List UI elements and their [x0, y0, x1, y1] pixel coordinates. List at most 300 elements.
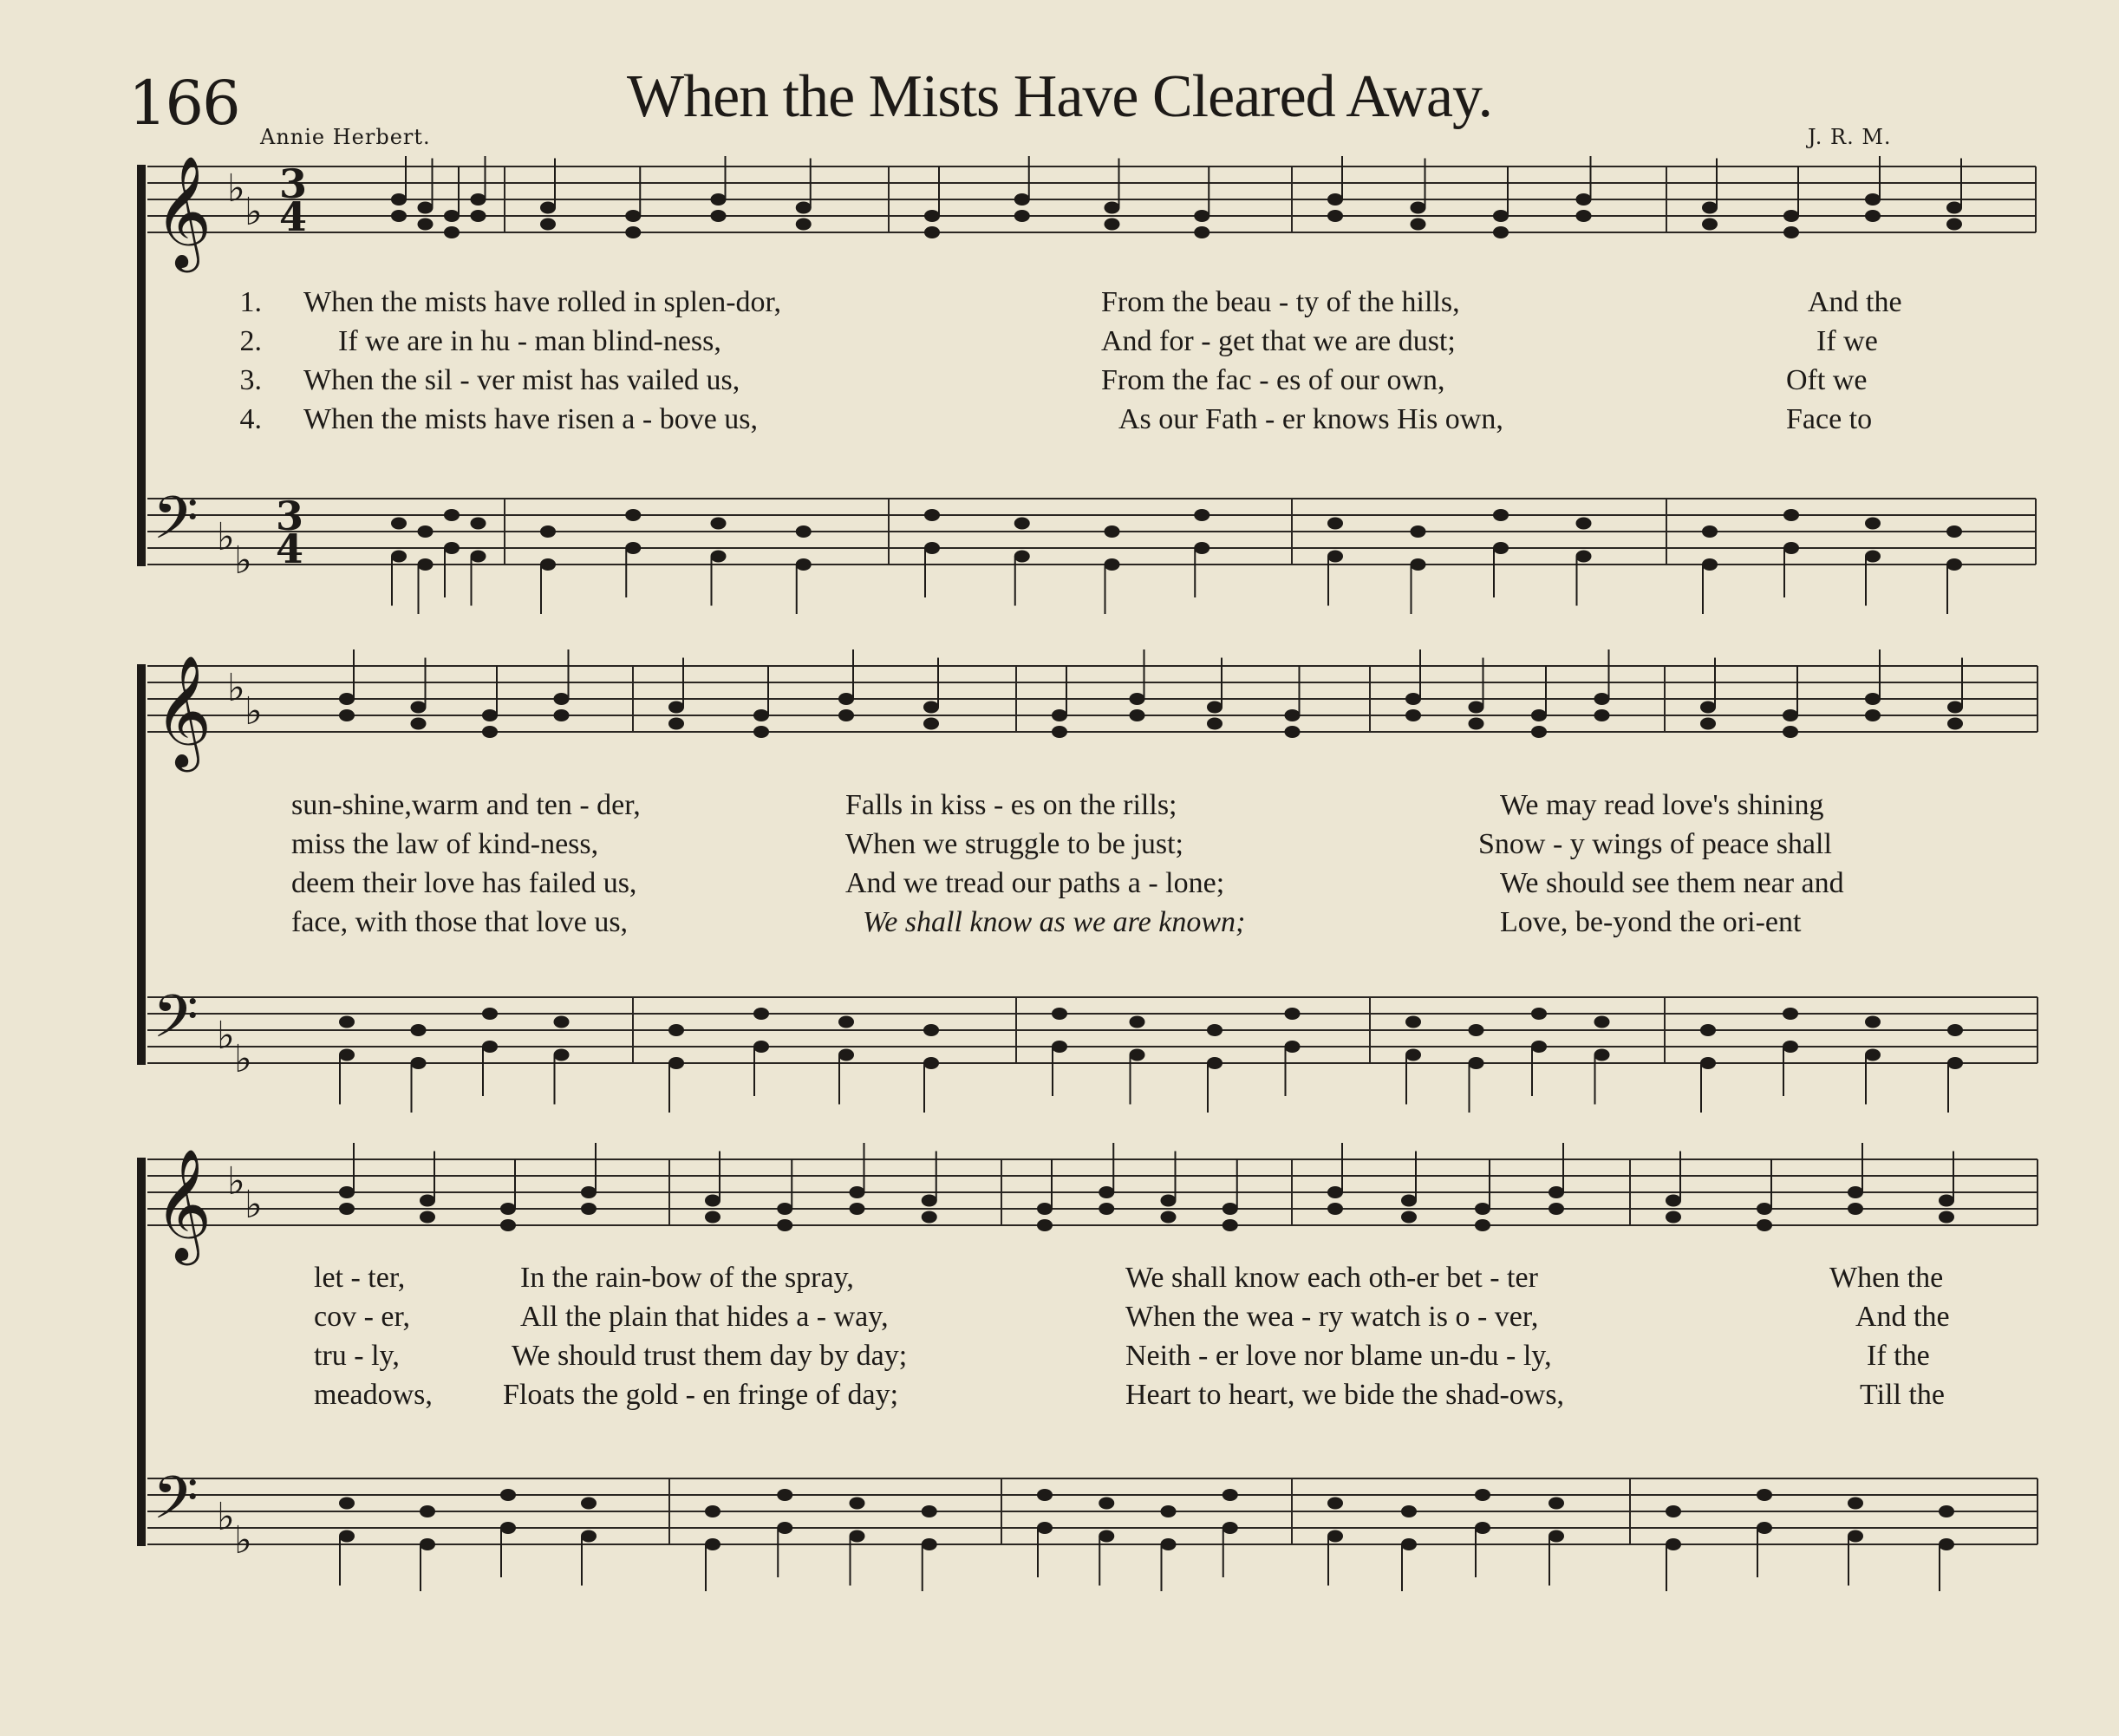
lyric-segment: Heart to heart, we bide the shad-ows, [1125, 1379, 1565, 1411]
bass-notehead [1327, 551, 1343, 563]
treble-notehead [796, 202, 812, 214]
bass-notehead [1865, 518, 1881, 530]
lyric-segment: And we tread our paths a - lone; [845, 867, 1225, 899]
verse-number: 1. [239, 286, 262, 318]
bass-notehead [838, 1049, 854, 1061]
flat-icon: ♭ [217, 1014, 235, 1058]
treble-notehead [711, 193, 727, 206]
lyric-segment: As our Fath - er knows His own, [1118, 403, 1503, 435]
bass-notehead [1757, 1489, 1772, 1501]
bass-notehead [1947, 1024, 1963, 1036]
flat-icon: ♭ [234, 1518, 252, 1563]
bass-notehead [1207, 1057, 1222, 1069]
bass-notehead [1037, 1522, 1053, 1534]
bass-notehead [339, 1498, 355, 1510]
bass-notehead [1548, 1498, 1564, 1510]
composer-credit: J. R. M. [1808, 125, 1892, 149]
treble-notehead [796, 219, 812, 231]
lyric-segment: We shall know as we are known; [863, 906, 1246, 938]
treble-notehead [1161, 1195, 1177, 1207]
treble-notehead [444, 210, 460, 222]
treble-notehead [1702, 202, 1718, 214]
bass-notehead [411, 1057, 427, 1069]
treble-notehead [420, 1195, 435, 1207]
bass-notehead [1700, 1024, 1716, 1036]
bass-notehead [924, 509, 940, 521]
bass-notehead [625, 542, 641, 554]
treble-notehead [668, 702, 684, 714]
treble-notehead [1702, 219, 1718, 231]
bass-notehead [1130, 1049, 1145, 1061]
lyric-segment: We shall know each oth-er bet - ter [1125, 1262, 1538, 1294]
lyric-segment: Love, be-yond the ori-ent [1500, 906, 1802, 938]
bass-notehead [1531, 1008, 1547, 1020]
author-credit: Annie Herbert. [260, 125, 431, 149]
treble-notehead [1783, 210, 1799, 222]
treble-notehead [924, 226, 940, 238]
treble-clef-icon: 𝄞 [154, 655, 212, 767]
lyric-segment: From the beau - ty of the hills, [1101, 286, 1460, 318]
music-system-3 [0, 1140, 2119, 1591]
bass-notehead [1548, 1530, 1564, 1543]
bass-notehead [1411, 525, 1426, 538]
bass-notehead [1327, 518, 1343, 530]
bass-notehead [1469, 1024, 1484, 1036]
bass-notehead [482, 1041, 498, 1053]
bass-notehead [1783, 1041, 1798, 1053]
bass-notehead [1939, 1538, 1954, 1550]
treble-notehead [1531, 726, 1547, 738]
flat-icon: ♭ [227, 666, 245, 710]
lyric-segment: Floats the gold - en fringe of day; [503, 1379, 899, 1411]
treble-notehead [1475, 1203, 1490, 1215]
treble-notehead [411, 702, 427, 714]
treble-notehead [777, 1203, 792, 1215]
lyric-segment: face, with those that love us, [291, 906, 629, 938]
bass-notehead [1401, 1538, 1417, 1550]
verse-number: 3. [239, 364, 262, 396]
treble-notehead [418, 219, 434, 231]
treble-notehead [540, 219, 556, 231]
treble-notehead [1865, 210, 1881, 222]
bass-notehead [923, 1057, 939, 1069]
bass-notehead [1014, 518, 1030, 530]
treble-notehead [777, 1219, 792, 1231]
verse-1-line [0, 286, 2119, 324]
music-system-1 [0, 156, 2119, 624]
bass-notehead [1285, 1008, 1301, 1020]
bass-notehead [711, 551, 727, 563]
treble-notehead [838, 709, 854, 721]
lyric-segment: Till the [1860, 1379, 1945, 1411]
bass-notehead [922, 1538, 937, 1550]
bass-notehead [922, 1505, 937, 1517]
treble-notehead [339, 1186, 355, 1198]
bass-notehead [444, 542, 460, 554]
bass-notehead [1207, 1024, 1222, 1036]
lyric-segment: let - ter, [314, 1262, 406, 1294]
treble-notehead [1411, 219, 1426, 231]
treble-notehead [1130, 693, 1145, 705]
treble-notehead [1783, 726, 1798, 738]
bass-notehead [471, 518, 486, 530]
lyric-segment: We should see them near and [1500, 867, 1844, 899]
treble-notehead [411, 718, 427, 730]
bass-notehead [668, 1024, 684, 1036]
verse-4-line [0, 906, 2119, 944]
treble-notehead [581, 1186, 597, 1198]
bass-notehead [1865, 1049, 1881, 1061]
lyric-segment: sun-shine,warm and ten - der, [291, 789, 641, 821]
bass-notehead [418, 525, 434, 538]
bass-notehead [1130, 1016, 1145, 1028]
bass-notehead [540, 558, 556, 571]
treble-notehead [1327, 210, 1343, 222]
lyric-segment: miss the law of kind-ness, [291, 828, 599, 860]
lyric-segment: And for - get that we are dust; [1101, 325, 1456, 357]
bass-notehead [753, 1041, 769, 1053]
bass-notehead [924, 542, 940, 554]
treble-notehead [753, 709, 769, 721]
treble-notehead [1014, 193, 1030, 206]
flat-icon: ♭ [217, 515, 235, 559]
treble-notehead [922, 1211, 937, 1224]
bass-notehead [1757, 1522, 1772, 1534]
treble-notehead [922, 1195, 937, 1207]
lyric-segment: And the [1855, 1301, 1950, 1333]
treble-clef-icon: 𝄞 [154, 156, 212, 268]
treble-notehead [1946, 202, 1962, 214]
bass-notehead [1783, 509, 1799, 521]
treble-notehead [1757, 1203, 1772, 1215]
time-signature-bottom: 4 [276, 525, 304, 572]
treble-notehead [1285, 726, 1301, 738]
bass-notehead [1037, 1489, 1053, 1501]
lyric-segment: Face to [1786, 403, 1873, 435]
treble-notehead [1037, 1203, 1053, 1215]
treble-notehead [339, 693, 355, 705]
bass-notehead [850, 1530, 865, 1543]
flat-icon: ♭ [244, 190, 263, 234]
treble-notehead [418, 202, 434, 214]
lyric-segment: When the wea - ry watch is o - ver, [1125, 1301, 1539, 1333]
bass-notehead [391, 551, 407, 563]
verse-2-line [0, 325, 2119, 363]
treble-notehead [1222, 1219, 1238, 1231]
treble-notehead [850, 1186, 865, 1198]
treble-notehead [1469, 702, 1484, 714]
treble-notehead [850, 1203, 865, 1215]
treble-notehead [1327, 1203, 1343, 1215]
bass-notehead [554, 1049, 570, 1061]
bass-notehead [1783, 542, 1799, 554]
bass-notehead [777, 1522, 792, 1534]
bass-clef-icon: 𝄢 [153, 485, 199, 567]
treble-notehead [339, 1203, 355, 1215]
bass-notehead [1576, 518, 1592, 530]
treble-notehead [1194, 210, 1209, 222]
lyric-segment: If the [1867, 1340, 1930, 1372]
time-signature-bottom: 4 [279, 193, 308, 240]
bass-notehead [554, 1016, 570, 1028]
time-signature-top: 3 [279, 160, 308, 207]
bass-notehead [1666, 1538, 1681, 1550]
bass-notehead [1405, 1016, 1421, 1028]
lyric-segment: Snow - y wings of peace shall [1478, 828, 1832, 860]
treble-notehead [1946, 219, 1962, 231]
treble-notehead [625, 226, 641, 238]
treble-clef-icon: 𝄞 [154, 1148, 212, 1261]
treble-notehead [1099, 1186, 1114, 1198]
bass-notehead [482, 1008, 498, 1020]
bass-notehead [581, 1530, 597, 1543]
lyric-segment: All the plain that hides a - way, [520, 1301, 889, 1333]
treble-notehead [581, 1203, 597, 1215]
bass-notehead [923, 1024, 939, 1036]
treble-notehead [339, 709, 355, 721]
bass-notehead [1702, 525, 1718, 538]
treble-notehead [668, 718, 684, 730]
bass-notehead [1475, 1522, 1490, 1534]
verse-3-line [0, 1340, 2119, 1378]
bass-notehead [1594, 1049, 1610, 1061]
bass-notehead [1531, 1041, 1547, 1053]
verse-1-line [0, 789, 2119, 827]
bass-notehead [500, 1489, 516, 1501]
bass-notehead [838, 1016, 854, 1028]
treble-notehead [471, 210, 486, 222]
treble-notehead [1947, 718, 1963, 730]
treble-notehead [1865, 709, 1881, 721]
flat-icon: ♭ [227, 166, 245, 211]
bass-notehead [418, 558, 434, 571]
treble-notehead [420, 1211, 435, 1224]
bass-notehead [625, 509, 641, 521]
lyric-segment: If we are in hu - man blind-ness, [338, 325, 721, 357]
bass-clef-icon: 𝄢 [153, 1465, 199, 1547]
lyric-segment: We should trust them day by day; [512, 1340, 908, 1372]
bass-notehead [1327, 1530, 1343, 1543]
bass-notehead [1222, 1489, 1238, 1501]
bass-notehead [1666, 1505, 1681, 1517]
lyric-segment: tru - ly, [314, 1340, 400, 1372]
treble-notehead [1548, 1186, 1564, 1198]
verse-3-line [0, 364, 2119, 402]
treble-notehead [1099, 1203, 1114, 1215]
treble-notehead [1594, 709, 1610, 721]
bass-notehead [796, 525, 812, 538]
treble-notehead [471, 193, 486, 206]
bass-notehead [777, 1489, 792, 1501]
treble-notehead [1548, 1203, 1564, 1215]
treble-notehead [1493, 210, 1509, 222]
treble-notehead [1327, 1186, 1343, 1198]
music-system-2 [0, 642, 2119, 1127]
treble-notehead [482, 726, 498, 738]
verse-number: 2. [239, 325, 262, 357]
treble-notehead [1865, 693, 1881, 705]
treble-notehead [1865, 193, 1881, 206]
bass-notehead [1702, 558, 1718, 571]
treble-notehead [1666, 1195, 1681, 1207]
bass-notehead [1161, 1505, 1177, 1517]
treble-notehead [711, 210, 727, 222]
treble-notehead [1493, 226, 1509, 238]
bass-notehead [411, 1024, 427, 1036]
lyric-segment: And the [1808, 286, 1902, 318]
bass-notehead [540, 525, 556, 538]
bass-notehead [1848, 1498, 1863, 1510]
lyric-segment: Oft we [1786, 364, 1868, 396]
bass-notehead [339, 1016, 355, 1028]
bass-notehead [1105, 558, 1120, 571]
treble-notehead [1037, 1219, 1053, 1231]
treble-notehead [1207, 718, 1222, 730]
bass-notehead [471, 551, 486, 563]
lyric-segment: deem their love has failed us, [291, 867, 637, 899]
treble-notehead [1222, 1203, 1238, 1215]
lyric-segment: When the sil - ver mist has vailed us, [303, 364, 740, 396]
bass-notehead [1493, 509, 1509, 521]
treble-notehead [1052, 709, 1067, 721]
bass-notehead [500, 1522, 516, 1534]
treble-notehead [923, 718, 939, 730]
bass-notehead [753, 1008, 769, 1020]
treble-notehead [1469, 718, 1484, 730]
bass-notehead [1327, 1498, 1343, 1510]
bass-notehead [1865, 1016, 1881, 1028]
treble-notehead [923, 702, 939, 714]
bass-notehead [420, 1505, 435, 1517]
bass-notehead [420, 1538, 435, 1550]
treble-notehead [1700, 702, 1716, 714]
bass-notehead [339, 1530, 355, 1543]
treble-notehead [625, 210, 641, 222]
treble-notehead [444, 226, 460, 238]
treble-notehead [1014, 210, 1030, 222]
bass-notehead [668, 1057, 684, 1069]
treble-notehead [1531, 709, 1547, 721]
lyric-segment: When the mists have rolled in splen-dor, [303, 286, 782, 318]
treble-notehead [1052, 726, 1067, 738]
treble-notehead [1105, 219, 1120, 231]
bass-notehead [705, 1538, 720, 1550]
verse-2-line [0, 828, 2119, 866]
treble-notehead [1783, 226, 1799, 238]
bass-notehead [1783, 1008, 1798, 1020]
bass-notehead [1405, 1049, 1421, 1061]
verse-number: 4. [239, 403, 262, 435]
treble-notehead [1207, 702, 1222, 714]
treble-notehead [1411, 202, 1426, 214]
flat-icon: ♭ [234, 1037, 252, 1081]
treble-notehead [1194, 226, 1209, 238]
bass-notehead [1105, 525, 1120, 538]
bass-notehead [1411, 558, 1426, 571]
lyric-segment: In the rain-bow of the spray, [520, 1262, 854, 1294]
bass-notehead [1469, 1057, 1484, 1069]
hymn-title: When the Mists Have Cleared Away. [627, 63, 1492, 130]
bass-notehead [1052, 1041, 1067, 1053]
bass-notehead [1194, 509, 1209, 521]
treble-notehead [1576, 210, 1592, 222]
treble-notehead [1285, 709, 1301, 721]
bass-notehead [1594, 1016, 1610, 1028]
time-signature-top: 3 [276, 493, 304, 539]
treble-notehead [1594, 693, 1610, 705]
flat-icon: ♭ [234, 538, 252, 583]
flat-icon: ♭ [244, 1183, 263, 1227]
treble-notehead [1401, 1195, 1417, 1207]
bass-notehead [1052, 1008, 1067, 1020]
bass-notehead [339, 1049, 355, 1061]
bass-notehead [1576, 551, 1592, 563]
treble-notehead [1401, 1211, 1417, 1224]
bass-notehead [1865, 551, 1881, 563]
lyric-segment: meadows, [314, 1379, 433, 1411]
bass-notehead [1939, 1505, 1954, 1517]
treble-notehead [1405, 709, 1421, 721]
bass-notehead [850, 1498, 865, 1510]
treble-notehead [554, 693, 570, 705]
treble-notehead [1848, 1203, 1863, 1215]
treble-notehead [482, 709, 498, 721]
bass-notehead [1401, 1505, 1417, 1517]
flat-icon: ♭ [244, 689, 263, 734]
page-number: 166 [128, 68, 239, 139]
treble-notehead [1105, 202, 1120, 214]
bass-notehead [581, 1498, 597, 1510]
treble-notehead [1327, 193, 1343, 206]
lyric-segment: If we [1816, 325, 1878, 357]
bass-notehead [444, 509, 460, 521]
treble-notehead [705, 1211, 720, 1224]
bass-notehead [1947, 1057, 1963, 1069]
treble-notehead [1700, 718, 1716, 730]
treble-notehead [1475, 1219, 1490, 1231]
treble-notehead [1405, 693, 1421, 705]
bass-notehead [1475, 1489, 1490, 1501]
treble-notehead [705, 1195, 720, 1207]
lyric-segment: When we struggle to be just; [845, 828, 1183, 860]
bass-notehead [1946, 525, 1962, 538]
bass-notehead [1222, 1522, 1238, 1534]
treble-notehead [1939, 1195, 1954, 1207]
treble-notehead [1757, 1219, 1772, 1231]
bass-notehead [705, 1505, 720, 1517]
bass-notehead [1194, 542, 1209, 554]
lyric-segment: When the [1829, 1262, 1944, 1294]
bass-notehead [796, 558, 812, 571]
lyric-segment: Neith - er love nor blame un-du - ly, [1125, 1340, 1552, 1372]
bass-notehead [1161, 1538, 1177, 1550]
flat-icon: ♭ [217, 1495, 235, 1539]
bass-notehead [1848, 1530, 1863, 1543]
treble-notehead [540, 202, 556, 214]
treble-notehead [554, 709, 570, 721]
treble-notehead [391, 210, 407, 222]
verse-1-line [0, 1262, 2119, 1300]
lyric-segment: When the mists have risen a - bove us, [303, 403, 759, 435]
bass-notehead [391, 518, 407, 530]
bass-notehead [1014, 551, 1030, 563]
lyric-segment: Falls in kiss - es on the rills; [845, 789, 1177, 821]
bass-notehead [1493, 542, 1509, 554]
treble-notehead [1783, 709, 1798, 721]
bass-notehead [1946, 558, 1962, 571]
treble-notehead [1666, 1211, 1681, 1224]
treble-notehead [838, 693, 854, 705]
